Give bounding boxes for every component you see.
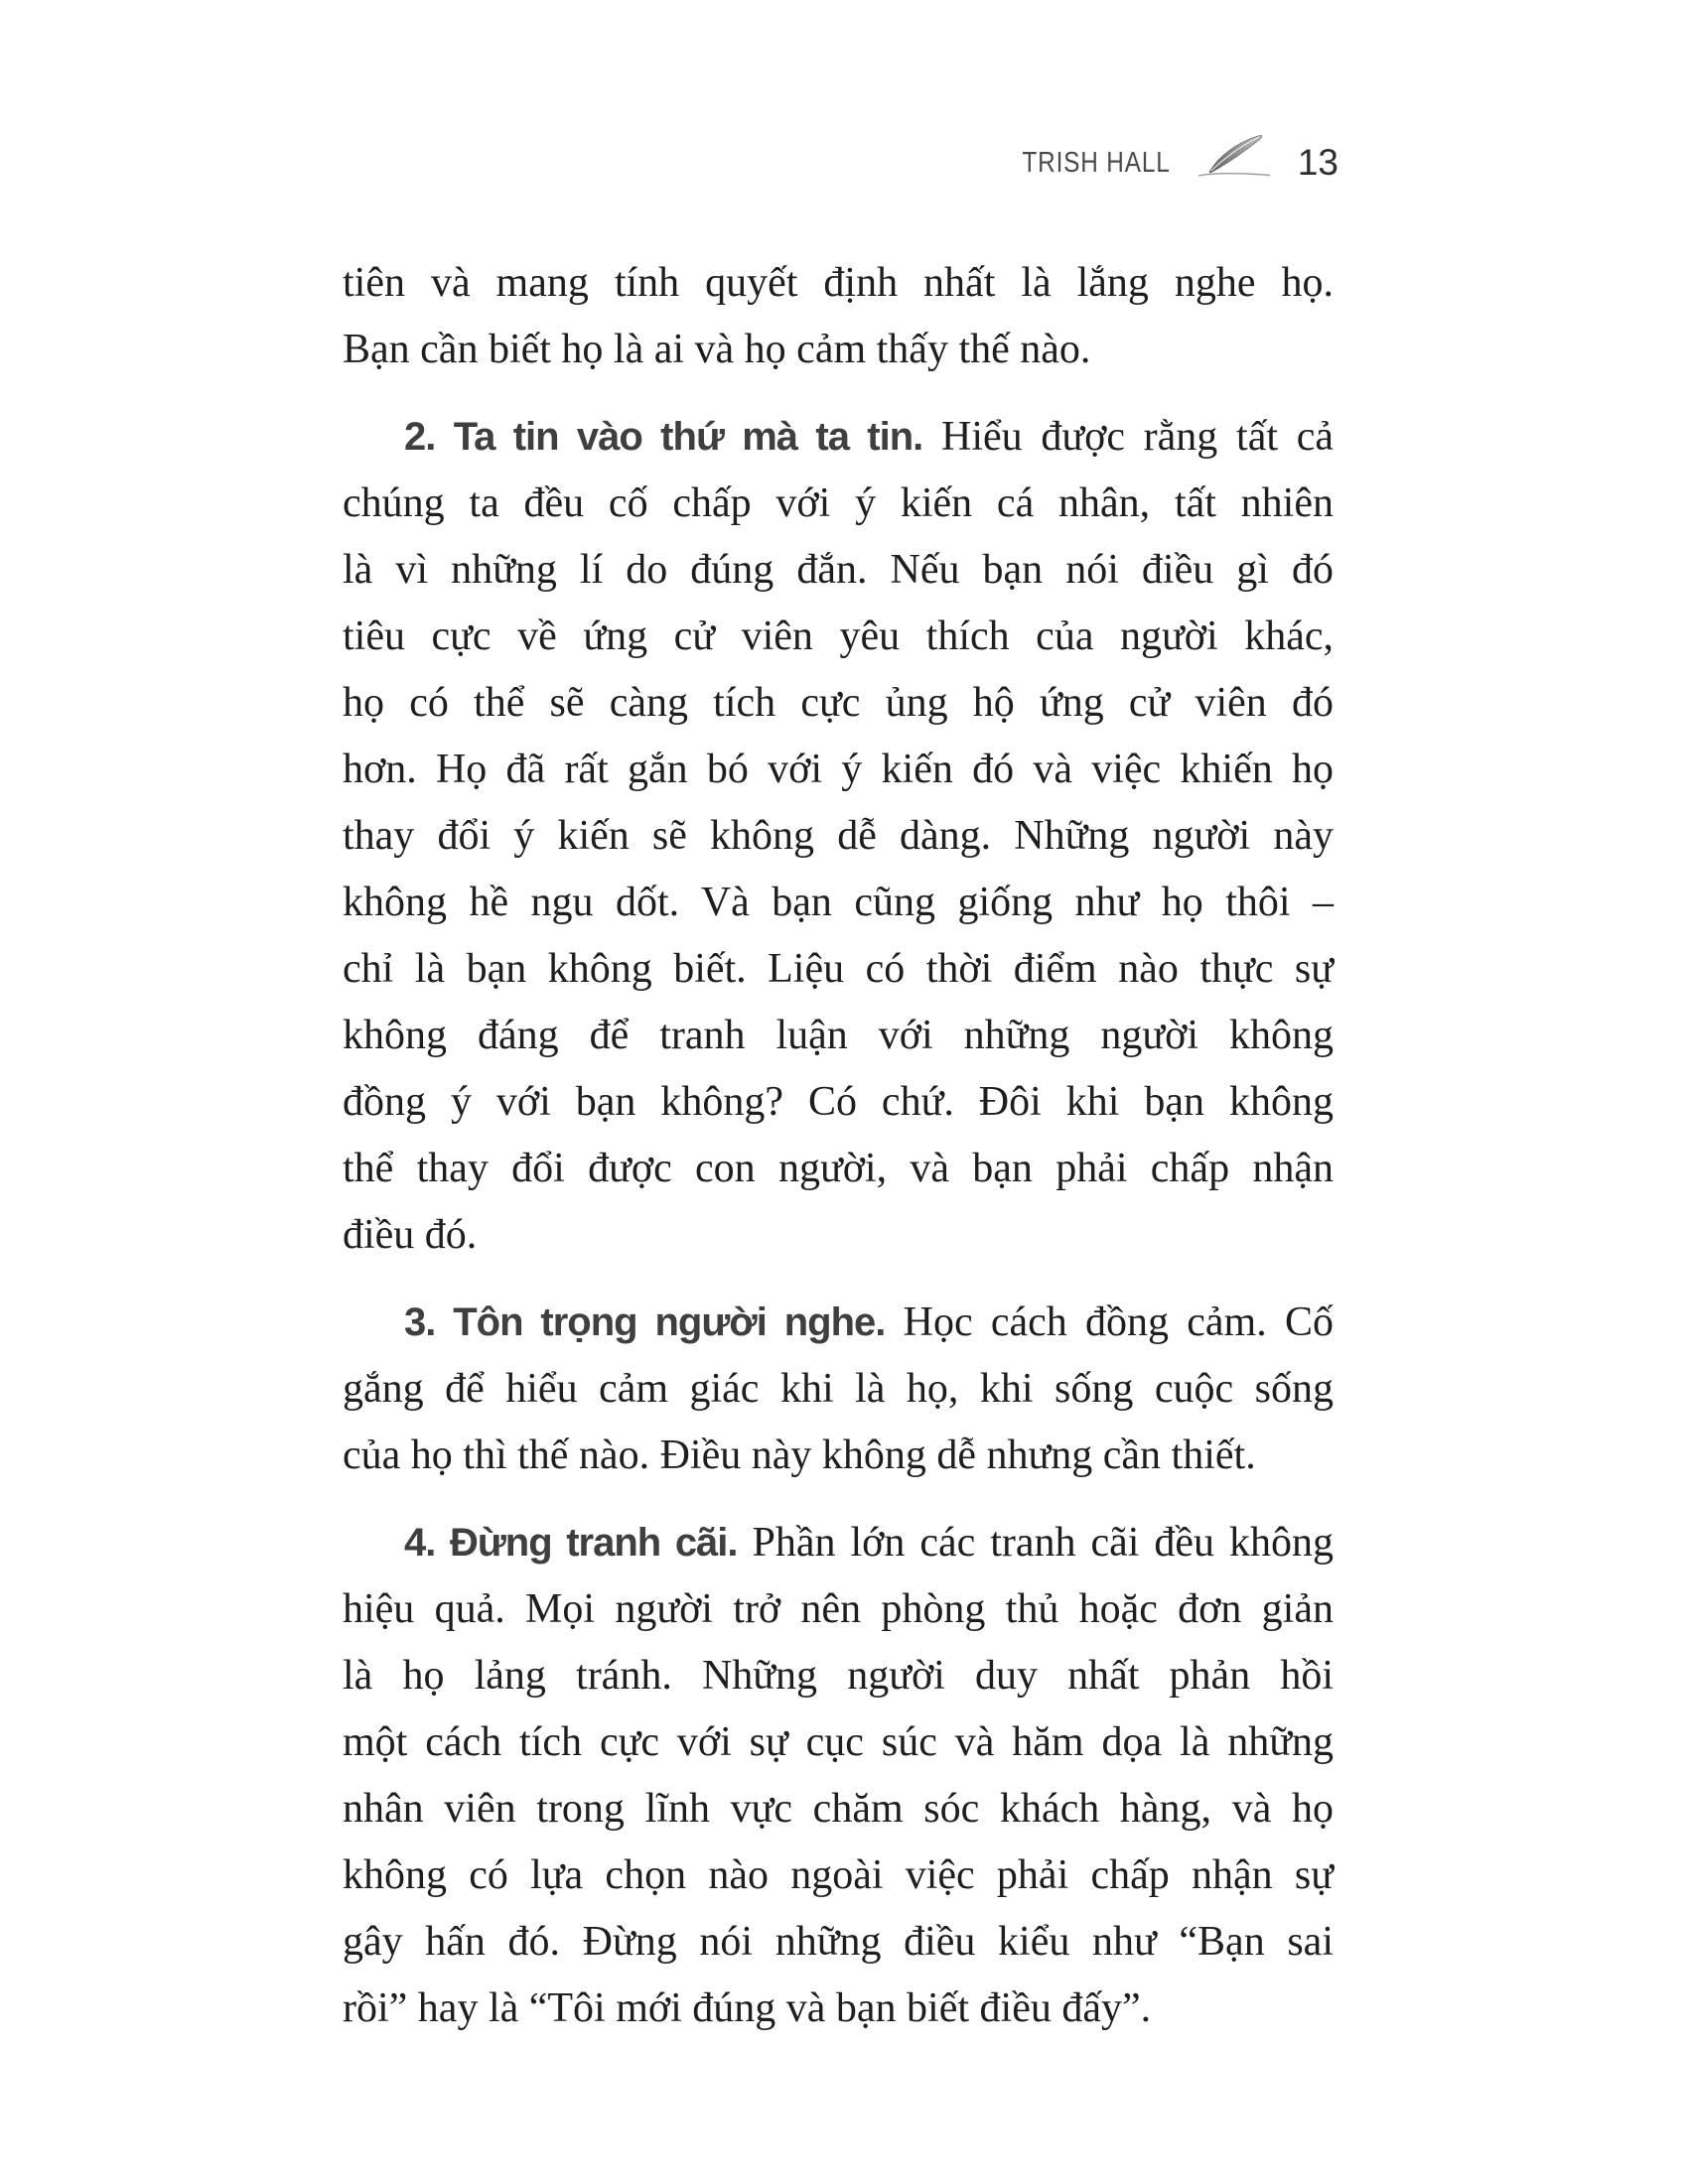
- text-line: không hề ngu dốt. Và bạn cũng giống như họ thôi –: [343, 880, 1334, 925]
- text-line: một cách tích cực với sự cục súc và hăm dọa là những: [343, 1719, 1334, 1765]
- text-line: Bạn cần biết họ là ai và họ cảm thấy thế nào.: [343, 327, 1091, 372]
- text-line: nhân viên trong lĩnh vực chăm sóc khách hàng, và họ: [343, 1786, 1334, 1832]
- paragraph-heading: 2. Ta tin vào thứ mà ta tin.: [404, 415, 923, 459]
- text-line: thay đổi ý kiến sẽ không dễ dàng. Những người này: [343, 813, 1334, 859]
- text-line: 4. Đừng tranh cãi. Phần lớn các tranh cãi đều không: [404, 1520, 1335, 1566]
- text-line: là vì những lí do đúng đắn. Nếu bạn nói điều gì đó: [343, 547, 1334, 593]
- text-line: tiên và mang tính quyết định nhất là lắng nghe họ.: [343, 260, 1334, 306]
- text-line: 3. Tôn trọng người nghe. Học cách đồng cảm. Cố: [404, 1299, 1334, 1345]
- text-line: gắng để hiểu cảm giác khi là họ, khi sống cuộc sống: [343, 1366, 1334, 1412]
- text-line: hiệu quả. Mọi người trở nên phòng thủ hoặc đơn giản: [343, 1586, 1334, 1632]
- text-line: thể thay đổi được con người, và bạn phải chấp nhận: [343, 1146, 1334, 1191]
- author-name: TRISH HALL: [1022, 147, 1171, 179]
- text-line: đồng ý với bạn không? Có chứ. Đôi khi bạn không: [343, 1079, 1334, 1125]
- text-line: rồi” hay là “Tôi mới đúng và bạn biết điều đấy”.: [343, 1985, 1152, 2031]
- text-line: của họ thì thế nào. Điều này không dễ nhưng cần thiết.: [343, 1433, 1256, 1478]
- paragraph-point-4: [343, 1510, 1334, 2042]
- text-line: họ có thể sẽ càng tích cực ủng hộ ứng cử viên đó: [343, 680, 1334, 726]
- page-number: 13: [1297, 142, 1338, 183]
- paragraph-heading: 4. Đừng tranh cãi.: [404, 1521, 738, 1565]
- text-line: chúng ta đều cố chấp với ý kiến cá nhân, tất nhiên: [343, 480, 1334, 526]
- quill-feather-icon: [1196, 133, 1272, 181]
- text-line: chỉ là bạn không biết. Liệu có thời điểm nào thực sự: [343, 946, 1334, 992]
- paragraph-point-2: [343, 404, 1334, 1269]
- text-line: tiêu cực về ứng cử viên yêu thích của người khác,: [343, 614, 1334, 659]
- paragraph-point-3: [343, 1290, 1334, 1489]
- text-line: hơn. Họ đã rất gắn bó với ý kiến đó và việc khiến họ: [343, 747, 1334, 792]
- text-line: không có lựa chọn nào ngoài việc phải chấp nhận sự: [343, 1852, 1334, 1898]
- text-line: 2. Ta tin vào thứ mà ta tin. Hiểu được rằng tất cả: [404, 414, 1335, 460]
- text-line: điều đó.: [343, 1212, 478, 1258]
- running-head: [994, 133, 1338, 181]
- text-line: gây hấn đó. Đừng nói những điều kiểu như “Bạn sai: [343, 1919, 1334, 1965]
- text-line: là họ lảng tránh. Những người duy nhất phản hồi: [343, 1653, 1334, 1699]
- paragraph-intro-continued: [343, 250, 1334, 383]
- body-text-block: [343, 250, 1334, 2063]
- text-line: không đáng để tranh luận với những người không: [343, 1013, 1334, 1058]
- paragraph-heading: 3. Tôn trọng người nghe.: [404, 1300, 886, 1344]
